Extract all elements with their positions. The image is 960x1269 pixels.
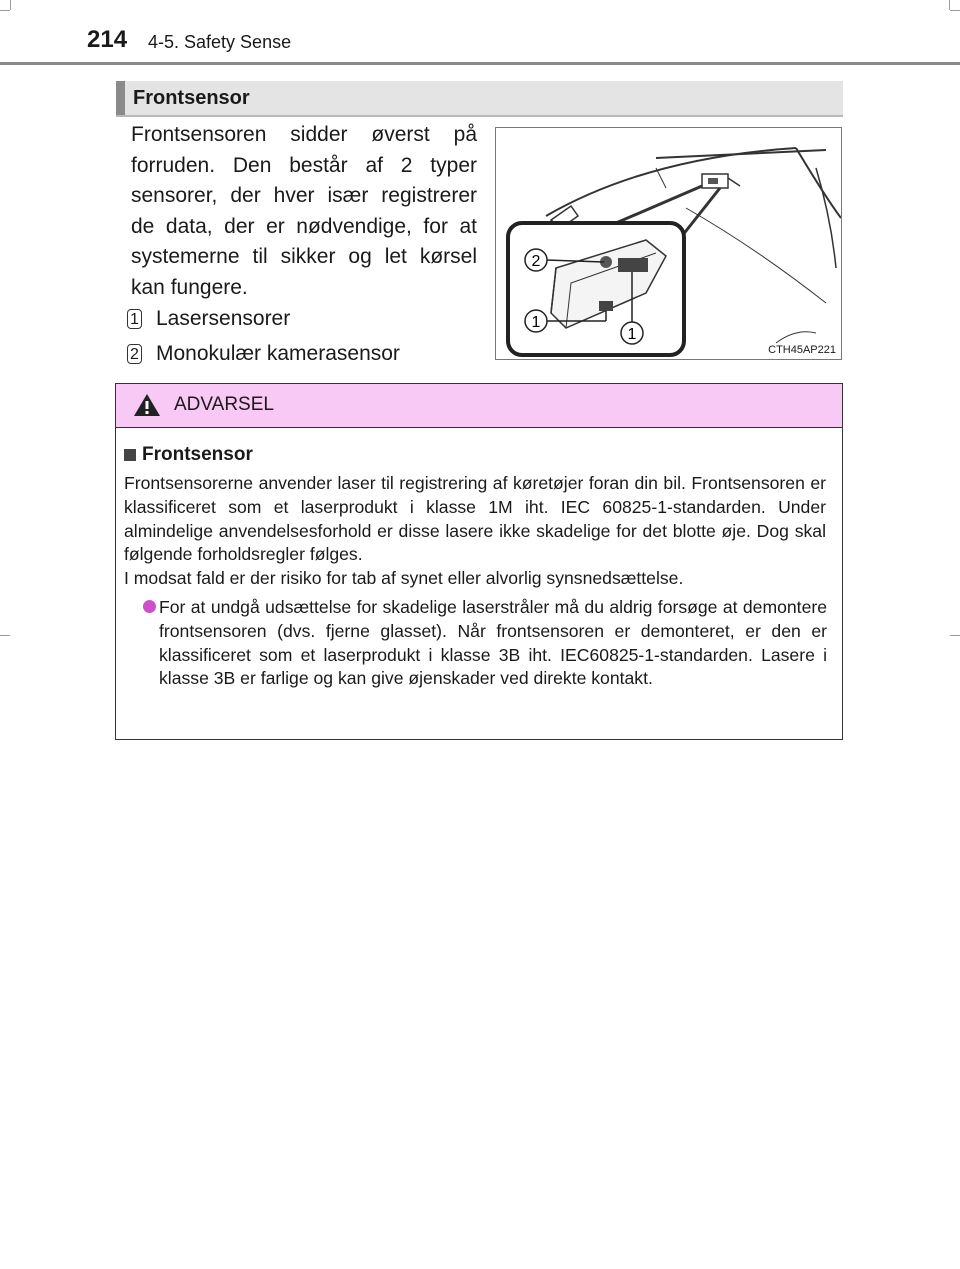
square-bullet-icon: [124, 449, 136, 461]
figure-code: CTH45AP221: [768, 344, 836, 356]
warning-bullet-item: [143, 596, 827, 691]
section-rule: [116, 115, 843, 117]
crop-mark: [949, 0, 950, 10]
section-heading-bar: [116, 81, 843, 115]
circle-bullet-icon: [143, 600, 156, 613]
header-rule: [0, 62, 960, 65]
crop-mark: [10, 0, 11, 10]
section-path: 4-5. Safety Sense: [148, 32, 292, 52]
sensor-illustration: [495, 127, 842, 360]
warning-box: [115, 383, 843, 740]
warning-bullet-text: For at undgå udsættelse for skadelige laserstråler må du aldrig forsøge at demontere frontsensoren (dvs. fjerne glasset). Når frontsensoren er demonteret, er den er klassificeret som et laserprodukt i klasse 3B iht. IEC60825-1-standarden. Lasere i klasse 3B er farlige og kan give øjenskader ved direkte kontakt.: [159, 597, 827, 689]
intro-paragraph: Frontsensoren sidder øverst på forruden. Den består af 2 typer sensorer, der hver især registrerer de data, der er nødvendige, for at systemerne til sikker og let kørsel kan fungere.: [131, 123, 477, 299]
warning-subheading: [124, 444, 253, 466]
callout-1: 1: [627, 326, 637, 343]
windshield-sensor-drawing: [496, 128, 841, 359]
item-number-badge: 1: [127, 309, 142, 329]
warning-body-text: Frontsensorerne anvender laser til registrering af køretøjer foran din bil. Frontsensoren er klassificeret som et laserprodukt i klasse 1M iht. IEC 60825-1-standarden. Under almindelige anvendelsesforhold er disse lasere ikke skadelige for det blotte øje. Dog skal følgende forholdsregler følges.: [124, 473, 826, 565]
warning-subheading-text: Frontsensor: [142, 444, 253, 465]
crop-mark: [950, 10, 960, 11]
crop-mark: [0, 10, 10, 11]
warning-body: [124, 472, 826, 591]
crop-mark: [0, 635, 10, 636]
callout-2: 2: [531, 253, 541, 270]
warning-header: [116, 384, 842, 428]
crop-mark: [950, 635, 960, 636]
warning-title: ADVARSEL: [174, 394, 274, 415]
item-label: Monokulær kamerasensor: [156, 342, 400, 365]
list-item: [127, 341, 400, 367]
warning-body-last: I modsat fald er der risiko for tab af synet eller alvorlig synsnedsættelse.: [124, 568, 684, 589]
list-item: [127, 306, 290, 332]
callout-1: 1: [531, 314, 541, 331]
warning-triangle-icon: [133, 393, 161, 417]
page-number: 214: [87, 26, 128, 53]
item-label: Lasersensorer: [156, 307, 291, 330]
item-number-badge: 2: [127, 344, 142, 364]
section-title: Frontsensor: [133, 87, 250, 109]
